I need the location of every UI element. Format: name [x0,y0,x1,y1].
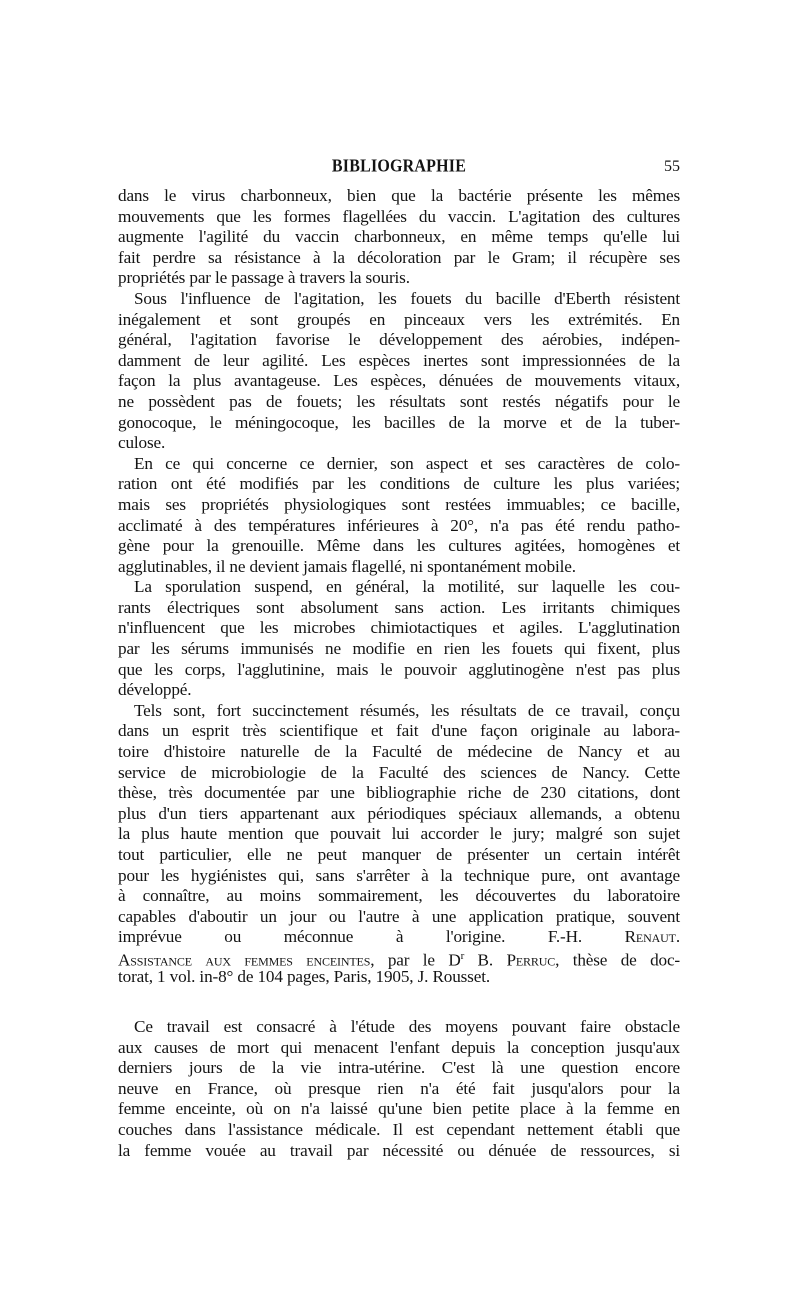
text-line: la plus haute mention que pouvait lui accorder le jury; malgré son sujet [118,824,680,844]
text-line: la femme vouée au travail par nécessité ou dénuée de ressources, si [118,1140,680,1160]
text-line: inégalement et sont groupés en pinceaux vers les extrémités. En [118,309,680,329]
page-header [118,158,680,184]
text-line: femme enceinte, où on n'a laissé qu'une bien petite place à la femme en [118,1099,680,1119]
text-line: mouvements que les formes flagellées du vaccin. L'agitation des cultures [118,206,680,226]
text-line: neuve en France, où presque rien n'a été fait jusqu'alors pour la [118,1078,680,1098]
text-line: culose. [118,433,166,453]
entry-line: torat, 1 vol. in-8° de 104 pages, Paris, 1905, J. Rousset. [118,966,490,986]
entry-text: r [460,950,465,962]
running-title: BIBLIOGRAPHIE [331,156,467,176]
review-renaut [118,186,680,948]
text-line: gonocoque, le méningocoque, les bacilles de la morve et de la tuber- [118,412,680,432]
text-line: aux causes de mort qui menacent l'enfant depuis la conception jusqu'aux [118,1037,680,1057]
text-line: général, l'agitation favorise le développement des aérobies, indépen- [118,330,680,350]
text-line: capables d'aboutir un jour ou l'autre à une application pratique, souvent [118,906,680,926]
text-line: que les corps, l'agglutinine, mais le pouvoir agglutinogène n'est pas plus [118,659,680,679]
text-line: augmente l'agilité du vaccin charbonneux, en même temps qu'elle lui [118,227,680,247]
text-line: toire d'histoire naturelle de la Faculté de médecine de Nancy et au [118,742,680,762]
signature-line [118,927,680,948]
text-line: tout particulier, elle ne peut manquer de présenter un certain intérêt [118,845,680,864]
text-line: En ce qui concerne ce dernier, son aspect et ses caractères de colo- [134,453,680,473]
text-line: damment de leur agilité. Les espèces inertes sont impressionnées de la [118,350,680,370]
text-line: agglutinables, il ne devient jamais flagellé, ni spontanément mobile. [118,556,576,576]
text-line: ration ont été modifiés par les conditions de culture les plus variées; [118,474,680,494]
review-perruc [118,1017,680,1161]
text-line: façon la plus avantageuse. Les espèces, dénuées de mouvements vitaux, [118,371,680,391]
closing-text: imprévue ou méconnue à l'origine. [118,927,506,947]
text-line: plus d'un tiers appartenant aux périodiques spéciaux allemands, a obtenu [118,803,680,823]
entry-title: Assistance aux femmes enceintes, [118,950,375,970]
text-line: couches dans l'assistance médicale. Il est cependant nettement établi que [118,1119,680,1139]
text-line: par les sérums immunisés ne modifie en rien les fouets qui fixent, plus [118,639,680,659]
entry-text: thèse de doc- [559,950,681,970]
text-line: développé. [118,680,192,700]
text-line: pour les hygiénistes qui, sans s'arrêter à la technique pure, ont avantage [118,865,680,885]
text-line: gène pour la grenouille. Même dans les cultures agitées, homogènes et [118,536,680,556]
text-line: mais ses propriétés physiologiques sont restées immuables; ce bacille, [118,494,680,514]
text-line: propriétés par le passage à travers la souris. [118,268,410,288]
text-line: rants électriques sont absolument sans action. Les irritants chimiques [118,597,680,617]
entry-text: par le D [374,950,461,970]
text-line: thèse, très documentée par une bibliographie riche de 230 citations, dont [118,783,680,803]
text-line: service de microbiologie de la Faculté des sciences de Nancy. Cette [118,762,680,782]
text-line: dans le virus charbonneux, bien que la bactérie présente les mêmes [118,186,680,205]
text-line: fait perdre sa résistance à la décoloration par le Gram; il récupère ses [118,247,680,267]
bibliographic-entry [118,946,680,987]
text-line: à connaître, au moins sommairement, les découvertes du laboratoire [118,886,680,906]
text-line: Sous l'influence de l'agitation, les fouets du bacille d'Eberth résistent [134,288,680,308]
text-line: n'influencent que les microbes chimiotactiques et agiles. L'agglutination [118,618,680,638]
text-line: Tels sont, fort succinctement résumés, les résultats de ce travail, conçu [134,700,680,720]
text-line: acclimaté à des températures inférieures à 20°, n'a pas été rendu patho- [118,515,680,535]
review-signature: F.-H. Renaut. [547,927,680,947]
text-line: derniers jours de la vie intra-utérine. C'est là une question encore [118,1058,680,1078]
text-line: dans un esprit très scientifique et fait d'une façon originale au labora- [118,721,680,741]
text-line: ne possèdent pas de fouets; les résultats sont restés négatifs pour le [118,391,680,411]
page-number: 55 [664,158,680,175]
text-line: Ce travail est consacré à l'étude des moyens pouvant faire obstacle [134,1017,680,1036]
entry-line [118,946,681,970]
entry-author: B. Perruc, [464,950,560,970]
text-line: La sporulation suspend, en général, la motilité, sur laquelle les cou- [134,577,680,597]
